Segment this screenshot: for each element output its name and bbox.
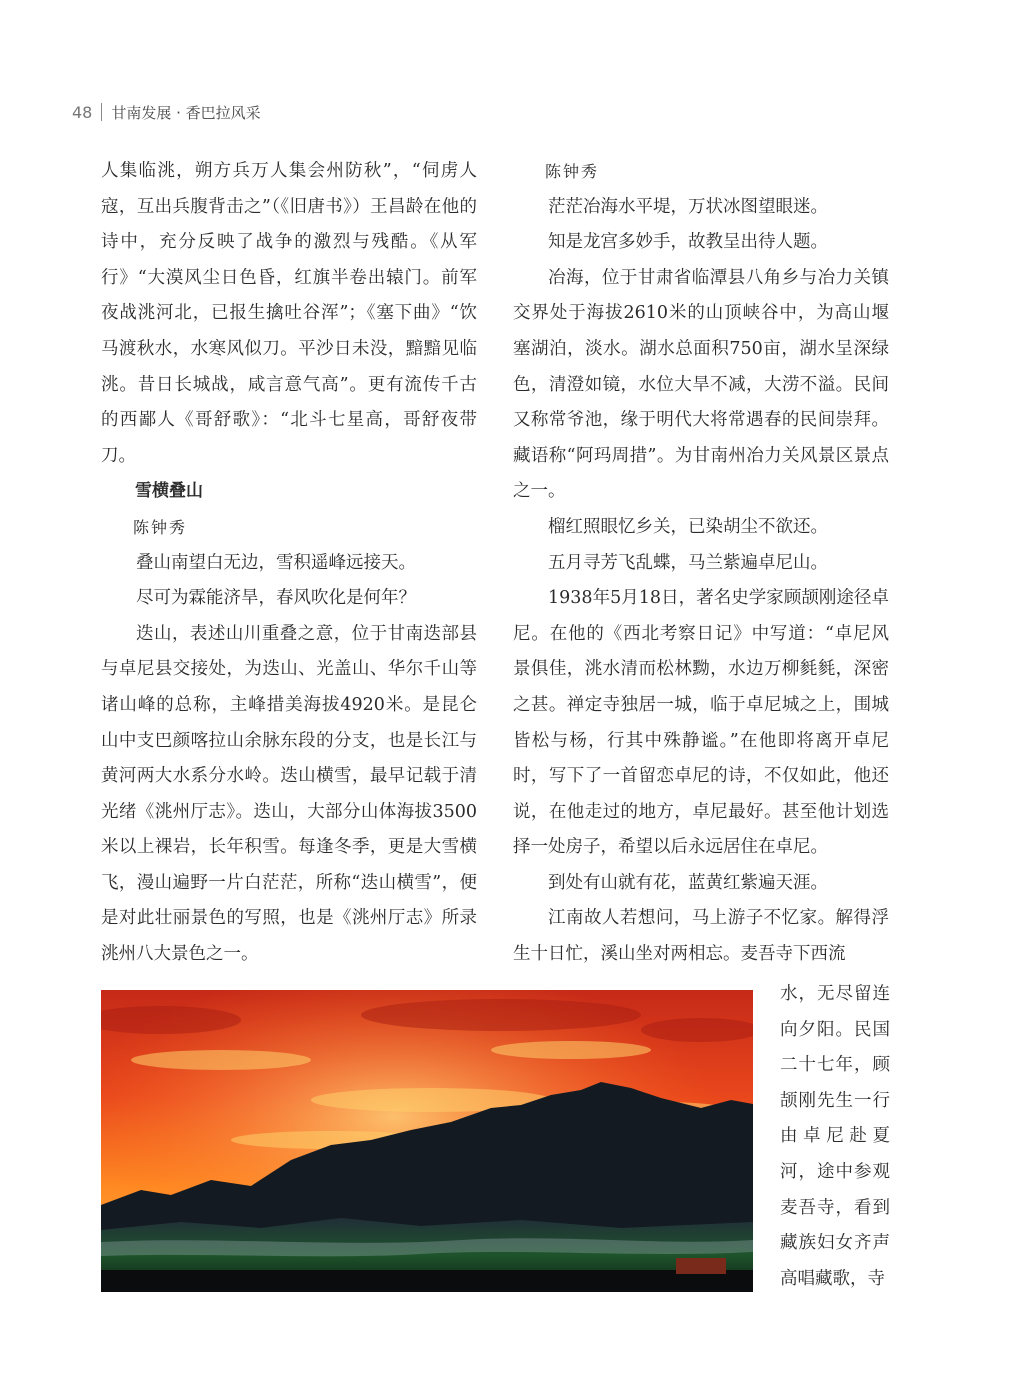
sunset-mountain-image (101, 990, 753, 1292)
poem-line: 茫茫冶海水平堤，万状冰图望眼迷。 (548, 196, 828, 217)
sunset-mountain-photo (101, 990, 753, 1292)
header-divider (101, 103, 102, 121)
poem-line: 到处有山就有花，蓝黄红紫遍天涯。 (548, 872, 828, 893)
poem-line: 知是龙宫多妙手，故教呈出待人题。 (548, 232, 828, 253)
right-paragraph-2: 1938年5月18日，著名史学家顾颉刚途径卓尼。在他的《西北考察日记》中写道：“卓尼风景俱佳，洮水清而松林黝，水边万柳毵毵，深密之甚。禅定寺独居一城，临于卓尼城之上，围城皆松与杨，行其中殊静谧。”在他即将离开卓尼时，写下了一首留恋卓尼的诗，不仅如此，他还说，在他走过的地方，卓尼最好。甚至他计划选择一处房子，希望以后永远居住在卓尼。 (513, 588, 889, 858)
left-paragraph-1: 人集临洮，朔方兵万人集会州防秋”，“伺虏人寇，互出兵腹背击之”（《旧唐书》）王昌龄在他的诗中，充分反映了战争的激烈与残酷。《从军行》“大漠风尘日色昏，红旗半卷出辕门。前军夜战洮河北，已报生擒吐谷浑”；《塞下曲》“饮马渡秋水，水寒风似刀。平沙日未没，黯黯见临洮。昔日长城战，咸言意气高”。更有流传千古的西鄙人《哥舒歌》：“北斗七星高，哥舒夜带刀。 (101, 161, 477, 466)
poem-line: 叠山南望白无边，雪积遥峰远接天。 (136, 552, 416, 573)
right-column (513, 154, 889, 973)
running-title: 甘南发展 · 香巴拉风采 (111, 103, 261, 122)
poem-line: 尽可为霖能济旱，春风吹化是何年？ (136, 588, 416, 609)
poem-line: 榴红照眼忆乡关，已染胡尘不欲还。 (548, 516, 828, 537)
wrap-column (780, 977, 890, 1297)
page-number: 48 (72, 102, 93, 122)
poem-author: 陈钟秀 (545, 162, 600, 181)
section-heading: 雪横叠山 (135, 481, 203, 502)
left-column (101, 154, 477, 973)
running-header (72, 101, 261, 123)
right-paragraph-3: 江南故人若想问，马上游子不忆家。解得浮生十日忙，溪山坐对两相忘。麦吾寺下西流 (513, 908, 889, 965)
left-paragraph-2: 迭山，表述山川重叠之意，位于甘南迭部县与卓尼县交接处，为迭山、光盖山、华尔千山等诸山峰的总称，主峰措美海拔4920米。是昆仑山中支巴颜喀拉山余脉东段的分支，也是长江与黄河两大水系分水岭。迭山横雪，最早记载于清光绪《洮州厅志》。迭山，大部分山体海拔3500米以上裸岩，长年积雪。每逢冬季，更是大雪横飞，漫山遍野一片白茫茫，所称“迭山横雪”，便是对此壮丽景色的写照，也是《洮州厅志》所录洮州八大景色之一。 (101, 623, 477, 965)
right-paragraph-1: 冶海，位于甘肃省临潭县八角乡与冶力关镇交界处于海拔2610米的山顶峡谷中，为高山堰塞湖泊，淡水。湖水总面积750亩，湖水呈深绿色，清澄如镜，水位大旱不减，大涝不溢。民间又称常爷池，缘于明代大将常遇春的民间崇拜。藏语称“阿玛周措”。为甘南州冶力关风景区景点之一。 (513, 267, 889, 502)
wrap-paragraph: 水，无尽留连向夕阳。民国二十七年，顾颉刚先生一行由卓尼赴夏河，途中参观麦吾寺，看到藏族妇女齐声高唱藏歌，寺 (780, 984, 890, 1289)
poem-line: 五月寻芳飞乱蝶，马兰紫遍卓尼山。 (548, 552, 828, 573)
poem-author: 陈钟秀 (133, 517, 188, 537)
